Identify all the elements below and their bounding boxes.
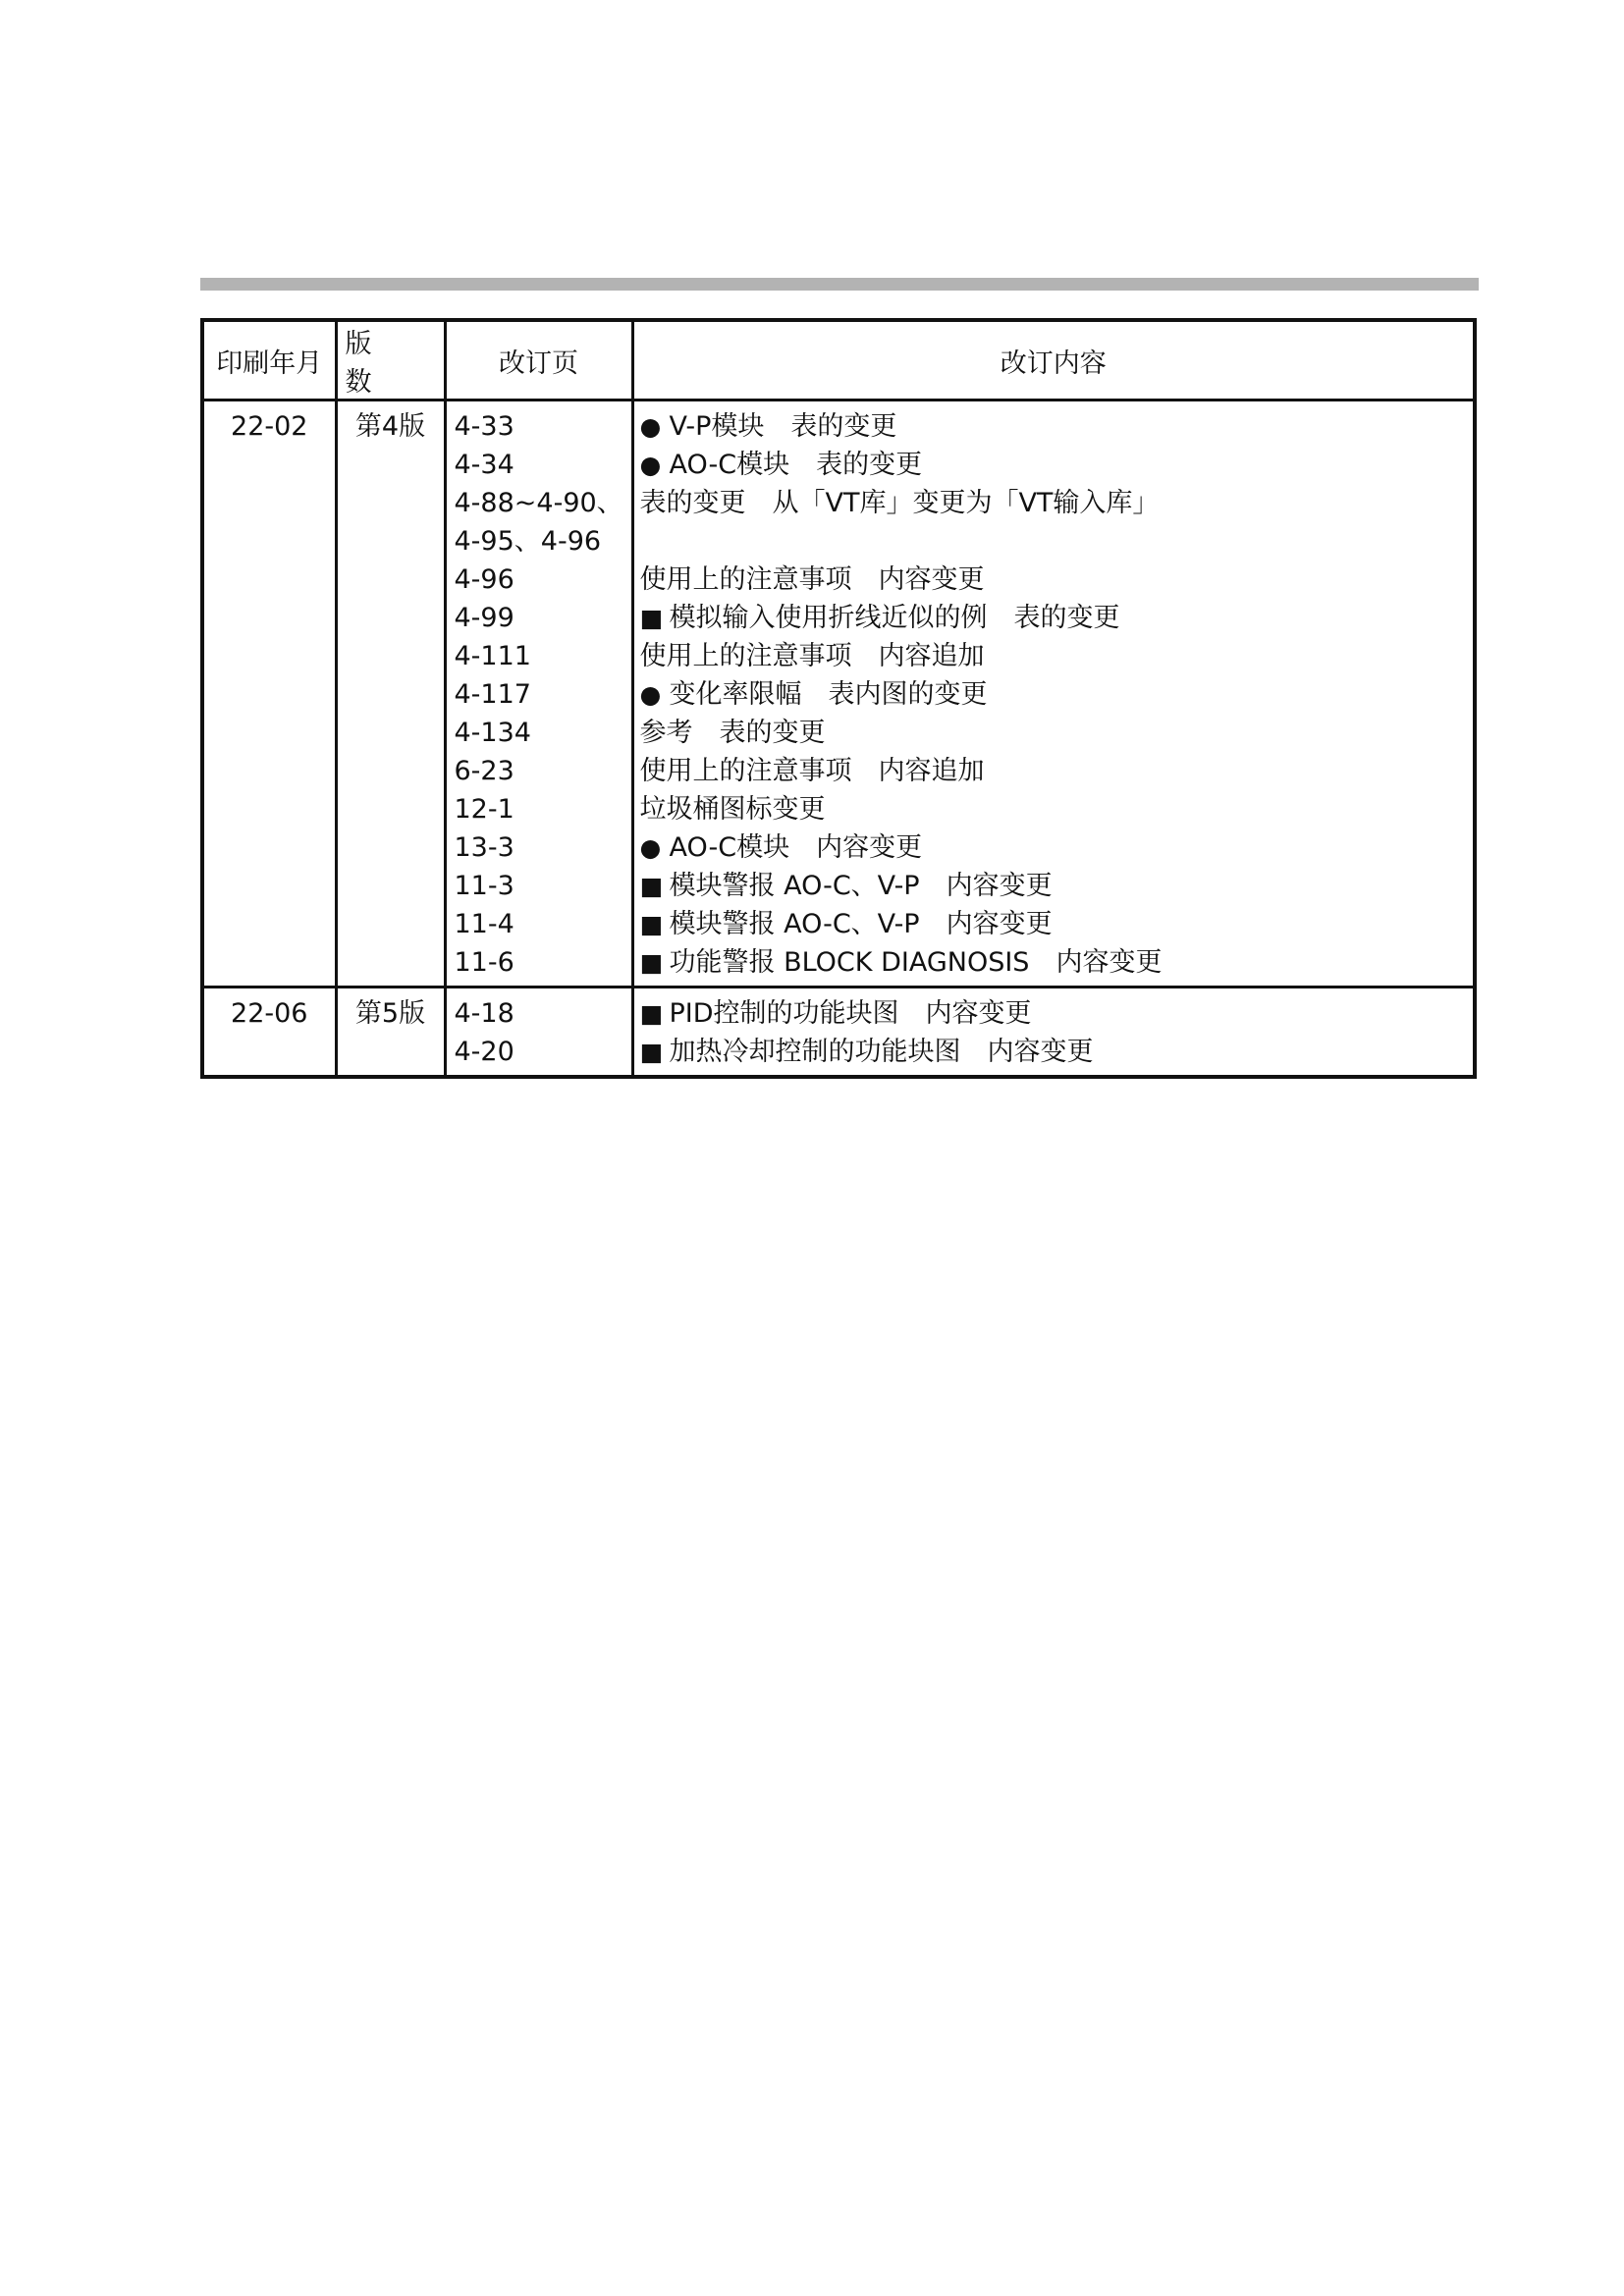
bullet-circle-icon: ● <box>639 680 662 709</box>
page-ref: 4-134 <box>454 718 531 748</box>
content-line <box>640 407 1474 446</box>
bullet-circle-icon: ● <box>639 833 662 862</box>
content-text: 使用上的注意事项 内容追加 <box>639 756 985 786</box>
content-text: 加热冷却控制的功能块图 内容变更 <box>669 1037 1094 1067</box>
content-line <box>640 599 1474 637</box>
revision-edition-text: 第5版 <box>354 998 426 1029</box>
content-text: PID控制的功能块图 内容变更 <box>669 998 1032 1029</box>
content-text: 模拟输入使用折线近似的例 表的变更 <box>669 603 1120 633</box>
revision-edition <box>336 988 445 1078</box>
page-ref: 4-99 <box>454 603 514 633</box>
header-row <box>202 320 1475 400</box>
bullet-square-icon: ■ <box>639 604 664 632</box>
content-line <box>640 1033 1474 1071</box>
bullet-square-icon: ■ <box>639 910 664 938</box>
bullet-square-icon: ■ <box>639 999 664 1028</box>
content-text: 模块警报 AO-C、V-P 内容变更 <box>669 909 1053 939</box>
content-text: 参考 表的变更 <box>639 718 826 748</box>
table-row <box>202 988 1475 1078</box>
bullet-circle-icon: ● <box>639 412 662 441</box>
revision-date-text: 22-06 <box>231 998 308 1029</box>
page-ref: 11-3 <box>454 871 514 901</box>
page-ref: 4-33 <box>454 411 514 442</box>
page-ref: 11-6 <box>454 947 514 978</box>
content-text: V-P模块 表的变更 <box>669 411 897 442</box>
header-pages: 改订页 <box>445 320 632 400</box>
page-ref: 4-95、4-96 <box>454 526 602 557</box>
content-text: 变化率限幅 表内图的变更 <box>669 679 988 710</box>
bullet-square-icon: ■ <box>639 1038 664 1066</box>
content-line <box>640 637 1474 675</box>
page-ref: 13-3 <box>454 832 514 863</box>
revision-edition <box>336 400 445 988</box>
page-ref: 11-4 <box>454 909 514 939</box>
revision-pages <box>445 988 632 1078</box>
content-text: AO-C模块 表的变更 <box>669 450 923 480</box>
content-line <box>640 675 1474 714</box>
bullet-circle-icon: ● <box>639 451 662 479</box>
content-line <box>640 790 1474 828</box>
content-text: 功能警报 BLOCK DIAGNOSIS 内容变更 <box>669 947 1163 978</box>
revision-date-text: 22-02 <box>231 411 308 442</box>
revision-date <box>202 400 336 988</box>
revision-content <box>632 400 1475 988</box>
page-ref: 4-18 <box>454 998 514 1029</box>
content-text: 模块警报 AO-C、V-P 内容变更 <box>669 871 1053 901</box>
content-text: 垃圾桶图标变更 <box>639 794 826 825</box>
page-ref: 4-111 <box>454 641 531 671</box>
revision-edition-text: 第4版 <box>354 411 426 442</box>
content-line <box>640 867 1474 905</box>
content-line <box>640 714 1474 752</box>
header-edition-part1: 版 <box>345 329 372 359</box>
page-ref: 4-34 <box>454 450 514 480</box>
content-line <box>640 943 1474 982</box>
content-text: 使用上的注意事项 内容追加 <box>639 641 985 671</box>
top-rule <box>200 278 1479 291</box>
header-date: 印刷年月 <box>202 320 336 400</box>
revision-pages <box>445 400 632 988</box>
content-text: 表的变更 从「VT库」变更为「VT输入库」 <box>639 488 1160 518</box>
revision-table <box>200 318 1477 1079</box>
content-text: AO-C模块 内容变更 <box>669 832 923 863</box>
content-line <box>640 561 1474 599</box>
page-ref: 4-96 <box>454 564 514 595</box>
page-ref: 6-23 <box>454 756 514 786</box>
content-line <box>640 446 1474 484</box>
page-ref: 4-117 <box>454 679 531 710</box>
table-row <box>202 400 1475 988</box>
content-line <box>640 994 1474 1033</box>
header-edition <box>336 320 445 400</box>
page-ref: 4-88~4-90、 <box>454 488 623 518</box>
revision-date <box>202 988 336 1078</box>
revision-content <box>632 988 1475 1078</box>
bullet-square-icon: ■ <box>639 872 664 900</box>
content-line <box>640 828 1474 867</box>
content-line <box>640 484 1474 522</box>
header-edition-part2: 数 <box>345 367 372 398</box>
content-line <box>640 522 1474 561</box>
content-line <box>640 905 1474 943</box>
bullet-square-icon: ■ <box>639 948 664 977</box>
content-line <box>640 752 1474 790</box>
header-content: 改订内容 <box>632 320 1475 400</box>
page-ref: 4-20 <box>454 1037 514 1067</box>
content-text: 使用上的注意事项 内容变更 <box>639 564 985 595</box>
page-ref: 12-1 <box>454 794 514 825</box>
